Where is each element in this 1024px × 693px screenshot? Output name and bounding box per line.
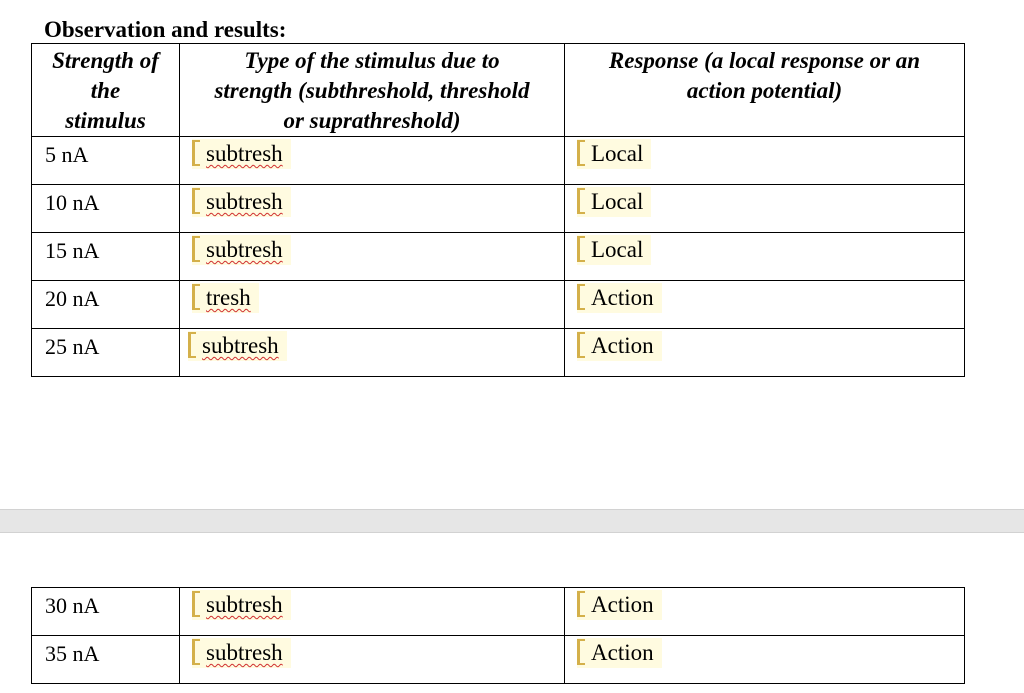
header-line: or suprathreshold) (283, 108, 461, 133)
form-field-response[interactable] (577, 139, 651, 169)
type-cell (180, 329, 565, 377)
field-bracket-icon (188, 332, 196, 358)
form-field-response[interactable] (577, 331, 662, 361)
form-field-response[interactable] (577, 235, 651, 265)
type-cell (180, 636, 565, 684)
strength-cell: 5 nA (32, 137, 180, 185)
field-bracket-icon (577, 284, 585, 310)
field-value: subtresh (202, 333, 279, 358)
field-bracket-icon (577, 332, 585, 358)
header-line: strength (subthreshold, threshold (214, 78, 530, 103)
strength-cell: 30 nA (32, 588, 180, 636)
type-cell (180, 185, 565, 233)
field-value: tresh (206, 285, 251, 310)
type-cell (180, 137, 565, 185)
table-row (32, 636, 965, 684)
field-bracket-icon (192, 591, 200, 617)
field-bracket-icon (192, 236, 200, 262)
field-bracket-icon (192, 188, 200, 214)
strength-cell: 20 nA (32, 281, 180, 329)
form-field-type[interactable] (192, 187, 291, 217)
form-field-response[interactable] (577, 590, 662, 620)
field-value: Action (591, 592, 654, 617)
results-table (31, 43, 965, 377)
header-line: Strength of (52, 48, 159, 73)
form-field-type[interactable] (192, 235, 291, 265)
field-value: Action (591, 333, 654, 358)
field-value: Local (591, 189, 644, 214)
field-bracket-icon (577, 188, 585, 214)
field-value: Local (591, 141, 644, 166)
results-table-continued (31, 587, 965, 684)
strength-cell: 15 nA (32, 233, 180, 281)
table-row (32, 185, 965, 233)
response-cell (565, 588, 965, 636)
header-line: Type of the stimulus due to (244, 48, 500, 73)
column-header-response (565, 44, 965, 137)
header-line: stimulus (65, 108, 146, 133)
form-field-response[interactable] (577, 638, 662, 668)
field-value: subtresh (206, 189, 283, 214)
field-bracket-icon (577, 236, 585, 262)
section-heading: Observation and results: (44, 17, 287, 42)
column-header-type (180, 44, 565, 137)
column-header-strength (32, 44, 180, 137)
page-break-gap (0, 509, 1024, 533)
response-cell (565, 185, 965, 233)
table-row (32, 281, 965, 329)
type-cell (180, 281, 565, 329)
type-cell (180, 233, 565, 281)
table-row (32, 233, 965, 281)
field-value: Action (591, 285, 654, 310)
type-cell (180, 588, 565, 636)
header-line: the (90, 78, 121, 103)
header-line: action potential) (686, 78, 843, 103)
field-bracket-icon (192, 639, 200, 665)
table-row (32, 137, 965, 185)
form-field-response[interactable] (577, 187, 651, 217)
strength-cell: 25 nA (32, 329, 180, 377)
field-value: subtresh (206, 640, 283, 665)
response-cell (565, 636, 965, 684)
field-bracket-icon (577, 591, 585, 617)
response-cell (565, 281, 965, 329)
table-row (32, 588, 965, 636)
field-value: subtresh (206, 141, 283, 166)
form-field-type[interactable] (192, 283, 259, 313)
form-field-type[interactable] (192, 590, 291, 620)
field-bracket-icon (577, 140, 585, 166)
field-bracket-icon (192, 284, 200, 310)
strength-cell: 10 nA (32, 185, 180, 233)
form-field-type[interactable] (188, 331, 287, 361)
response-cell (565, 329, 965, 377)
header-line: Response (a local response or an (608, 48, 921, 73)
field-bracket-icon (192, 140, 200, 166)
table-header-row (32, 44, 965, 137)
form-field-type[interactable] (192, 139, 291, 169)
field-value: Local (591, 237, 644, 262)
form-field-response[interactable] (577, 283, 662, 313)
field-value: Action (591, 640, 654, 665)
table-row (32, 329, 965, 377)
strength-cell: 35 nA (32, 636, 180, 684)
response-cell (565, 137, 965, 185)
field-value: subtresh (206, 237, 283, 262)
response-cell (565, 233, 965, 281)
field-bracket-icon (577, 639, 585, 665)
field-value: subtresh (206, 592, 283, 617)
form-field-type[interactable] (192, 638, 291, 668)
